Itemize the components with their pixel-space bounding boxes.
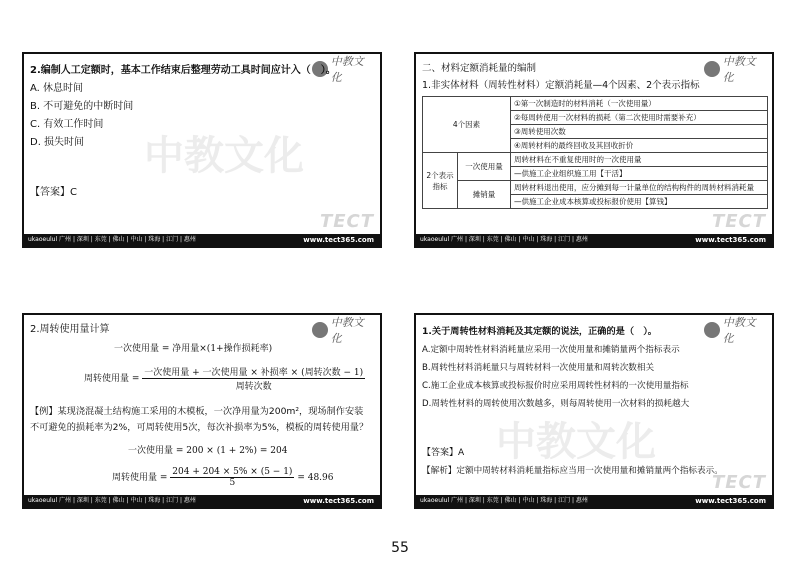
option-c: C.施工企业成本核算或投标报价时应采用周转性材料的一次使用量指标 xyxy=(422,381,689,391)
watermark: 中教文化 xyxy=(144,132,304,179)
logo-icon xyxy=(704,322,720,338)
option-a: A.定额中周转性材料消耗量应采用一次使用量和摊销量两个指标表示 xyxy=(422,345,680,355)
slide-question-turnover-materials xyxy=(414,313,774,509)
option-c: C. 有效工作时间 xyxy=(30,119,104,130)
indicators-label: 2个表示指标 xyxy=(423,153,458,209)
section-heading: 二、材料定额消耗量的编制 xyxy=(422,63,537,74)
slide-turnover-calculation xyxy=(22,313,382,509)
factor-1: ①第一次制造时的材料消耗（一次使用量） xyxy=(511,97,768,111)
slide-material-consumption xyxy=(414,52,774,248)
factors-table xyxy=(422,96,768,209)
factors-label: 4个因素 xyxy=(423,97,511,153)
calc-turnover: 周转使用量 = $\frac{204 + 204 \times 5\% \times (5 - 1)}{5}$ = 48.96 xyxy=(112,467,334,488)
once-line-2: —供施工企业组织施工用【干活】 xyxy=(511,167,768,181)
formula-numerator: 一次使用量 + 一次使用量 × 补损率 × (周转次数 − 1) xyxy=(142,365,365,379)
logo-icon xyxy=(312,322,328,338)
factor-2: ②每周转使用一次材料的损耗（第二次使用时需要补充） xyxy=(511,111,768,125)
calc-once: 一次使用量 = 200 × (1 + 2%) = 204 xyxy=(128,446,288,456)
question-text: 2.编制人工定额时，基本工作结束后整理劳动工具时间应计入（ ）。 xyxy=(30,65,336,76)
bottom-bar: ukaoeulul 广州 | 深圳 | 东莞 | 佛山 | 中山 | 珠海 | 江门 | 惠州 www.tect365.com xyxy=(416,495,772,507)
calc-numerator: 204 + 204 × 5% × (5 − 1) xyxy=(172,467,293,477)
option-d: D.周转性材料的周转使用次数越多，则每周转使用一次材料的损耗越大 xyxy=(422,399,690,409)
section-subheading: 1.非实体材料（周转性材料）定额消耗量—4个因素、2个表示指标 xyxy=(422,80,700,91)
option-a: A. 休息时间 xyxy=(30,83,84,94)
watermark: 中教文化 xyxy=(496,418,656,465)
question-text: 1.关于周转性材料消耗及其定额的说法，正确的是（ ）。 xyxy=(422,326,657,337)
answer-text: 【答案】C xyxy=(30,187,77,198)
amort-line-1: 周转材料退出使用，应分摊到每一计量单位的结构构件的周转材料消耗量 xyxy=(511,181,768,195)
once-label: 一次使用量 xyxy=(458,153,511,181)
factor-3: ③周转使用次数 xyxy=(511,125,768,139)
tect-logo: TECT xyxy=(711,472,766,493)
logo: 中教文化 xyxy=(312,58,374,80)
calc-denominator: 5 xyxy=(229,478,236,488)
bottom-bar: ukaoeulul 广州 | 深圳 | 东莞 | 佛山 | 中山 | 珠海 | 江门 | 惠州 www.tect365.com xyxy=(24,495,380,507)
logo: 中教文化 xyxy=(312,319,374,341)
bottom-bar: ukaoeulul 广州 | 深圳 | 东莞 | 佛山 | 中山 | 珠海 | 江门 | 惠州 www.tect365.com xyxy=(416,234,772,246)
logo: 中教文化 xyxy=(704,319,766,341)
logo: 中教文化 xyxy=(704,58,766,80)
formula-turnover: 周转使用量 = $\frac{\text{一次使用量 + 一次使用量 × 补损率 × (周转次数 − 1)}}{\text{周转次数}}$ xyxy=(84,365,365,392)
page-number: 55 xyxy=(391,540,409,556)
factor-4: ④周转材料的最终回收及其回收折价 xyxy=(511,139,768,153)
tect-logo: TECT xyxy=(319,211,374,232)
option-d: D. 损失时间 xyxy=(30,137,85,148)
bottom-bar: ukaoeulul 广州 | 深圳 | 东莞 | 佛山 | 中山 | 珠海 | 江门 | 惠州 www.tect365.com xyxy=(24,234,380,246)
example-line-2: 不可避免的损耗率为2%，可周转使用5次，每次补损率为5%，模板的周转使用量？ xyxy=(30,422,369,433)
formula-denominator: 周转次数 xyxy=(235,382,272,392)
logo-icon xyxy=(704,61,720,77)
option-b: B. 不可避免的中断时间 xyxy=(30,101,134,112)
option-b: B.周转性材料消耗量只与周转材料一次使用量和周转次数相关 xyxy=(422,363,655,373)
once-line-1: 周转材料在不重复使用时的一次使用量 xyxy=(511,153,768,167)
amort-label: 摊销量 xyxy=(458,181,511,209)
slide-question-labor-time xyxy=(22,52,382,248)
calc-result: = 48.96 xyxy=(297,473,334,483)
example-line-1: 【例】某现浇混凝土结构施工采用的木模板，一次净用量为200m²，现场制作安装 xyxy=(30,406,364,417)
answer-text: 【答案】A xyxy=(422,448,465,458)
slide-title: 2.周转使用量计算 xyxy=(30,324,110,335)
amort-line-2: —供施工企业成本核算或投标报价使用【算钱】 xyxy=(511,195,768,209)
tect-logo: TECT xyxy=(711,211,766,232)
analysis-text: 【解析】定额中周转材料消耗量指标应当用一次使用量和摊销量两个指标表示。 xyxy=(422,466,723,476)
formula-once: 一次使用量 = 净用量×(1+操作损耗率) xyxy=(114,344,273,354)
